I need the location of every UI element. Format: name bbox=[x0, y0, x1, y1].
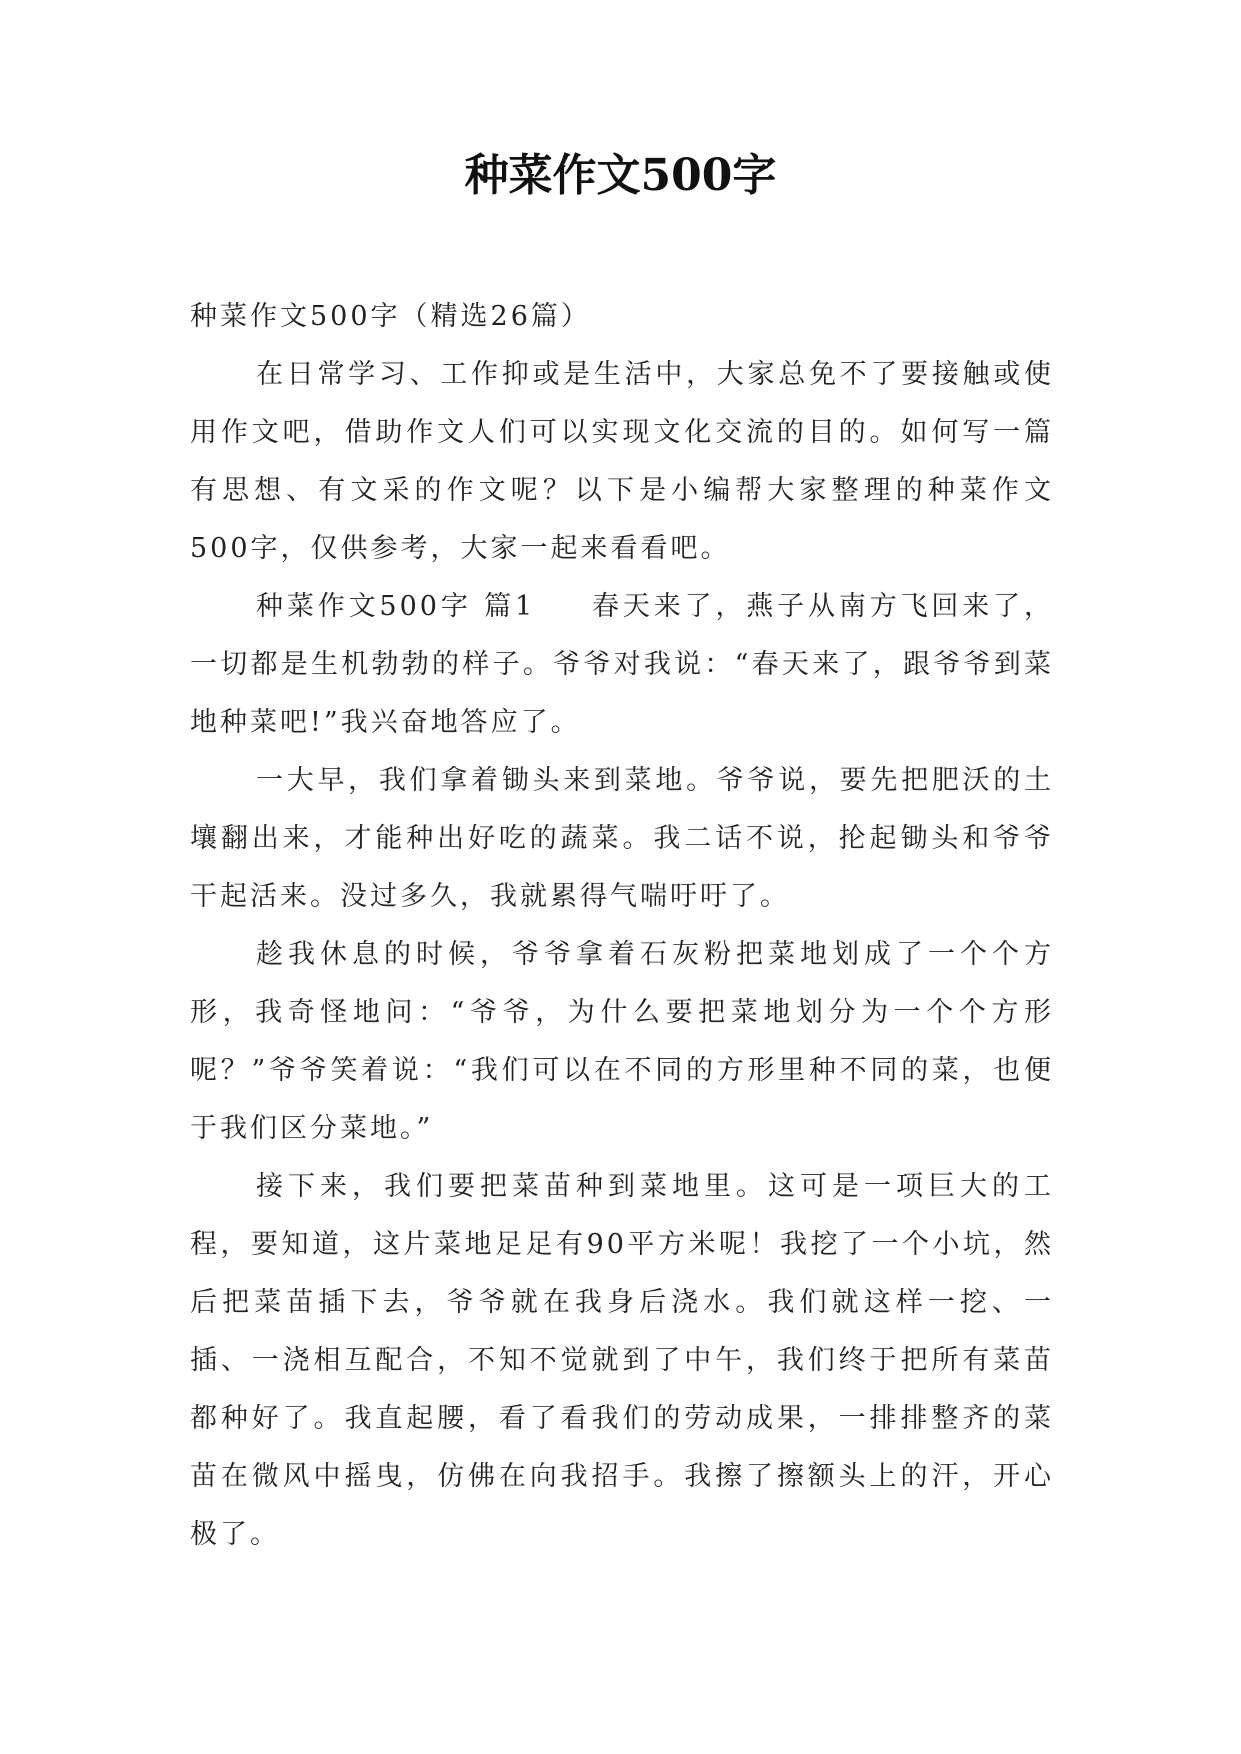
section-paragraph-2: 一大早，我们拿着锄头来到菜地。爷爷说，要先把肥沃的土壤翻出来，才能种出好吃的蔬菜。我二话不说，抡起锄头和爷爷干起活来。没过多久，我就累得气喘吁吁了。 bbox=[190, 765, 1054, 912]
section-paragraph-3: 趁我休息的时候，爷爷拿着石灰粉把菜地划成了一个个方形，我奇怪地问：“爷爷，为什么要把菜地划分为一个个方形呢？”爷爷笑着说：“我们可以在不同的方形里种不同的菜，也便于我们区分菜地。” bbox=[190, 939, 1054, 1144]
document-body bbox=[190, 288, 1054, 1564]
section-paragraph-4: 接下来，我们要把菜苗种到菜地里。这可是一项巨大的工程，要知道，这片菜地足足有90平方米呢！我挖了一个小坑，然后把菜苗插下去，爷爷就在我身后浇水。我们就这样一挖、一插、一浇相互配合，不知不觉就到了中午，我们终于把所有菜苗都种好了。我直起腰，看了看我们的劳动成果，一排排整齐的菜苗在微风中摇曳，仿佛在向我招手。我擦了擦额头上的汗，开心极了。 bbox=[190, 1171, 1054, 1550]
intro-paragraph: 在日常学习、工作抑或是生活中，大家总免不了要接触或使用作文吧，借助作文人们可以实现文化交流的目的。如何写一篇有思想、有文采的作文呢？以下是小编帮大家整理的种菜作文500字，仅供参考，大家一起来看看吧。 bbox=[190, 359, 1054, 564]
document-subtitle: 种菜作文500字（精选26篇） bbox=[190, 301, 591, 332]
section-paragraph-1 bbox=[190, 578, 1054, 752]
paragraph-1-text: 春天来了，燕子从南方飞回来了，一切都是生机勃勃的样子。爷爷对我说：“春天来了，跟爷爷到菜地种菜吧!”我兴奋地答应了。 bbox=[190, 591, 1055, 738]
document-title: 种菜作文500字 bbox=[464, 150, 777, 201]
section-heading: 种菜作文500字 篇1 bbox=[256, 591, 536, 622]
